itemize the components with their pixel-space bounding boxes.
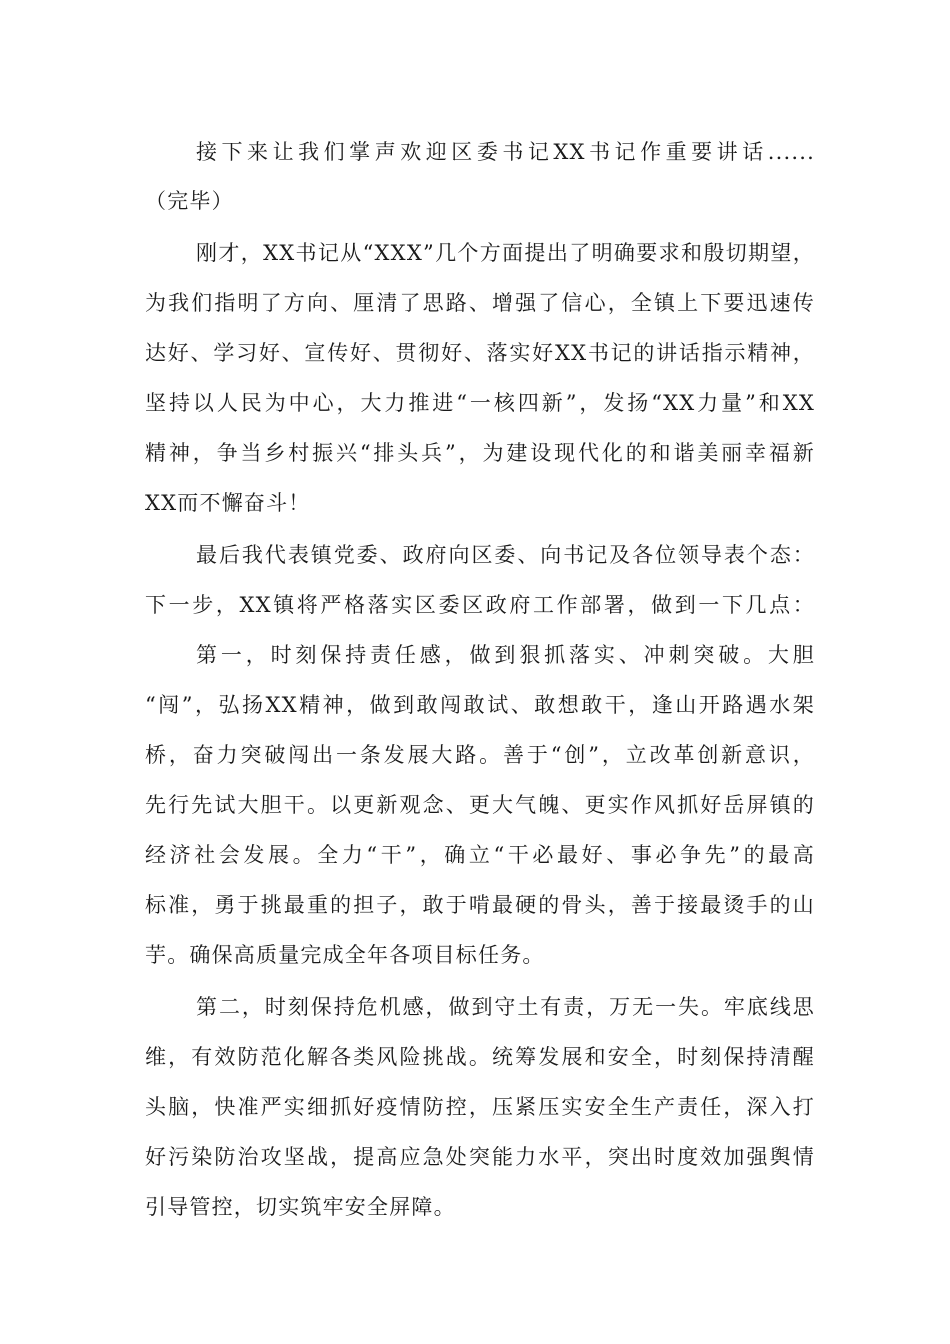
- text-line: 为我们指明了方向、厘清了思路、增强了信心，全镇上下要迅速传: [145, 291, 815, 315]
- text-line: 好污染防治攻坚战，提高应急处突能力水平，突出时度效加强舆情: [145, 1145, 815, 1169]
- text-line: “闯”，弘扬XX精神，做到敢闯敢试、敢想敢干，逢山开路遇水架: [145, 693, 815, 717]
- text-line: XX而不懈奋斗！: [145, 491, 311, 515]
- text-line: 精神，争当乡村振兴“排头兵”，为建设现代化的和谐美丽幸福新: [145, 441, 815, 465]
- text-line: 坚持以人民为中心，大力推进“一核四新”，发扬“XX力量”和XX: [145, 391, 815, 415]
- text-line: 刚才，XX书记从“XXX”几个方面提出了明确要求和殷切期望，: [196, 241, 815, 265]
- text-line: （完毕）: [145, 189, 234, 213]
- text-line: 第一，时刻保持责任感，做到狠抓落实、冲刺突破。大胆: [196, 643, 815, 667]
- text-line: 第二，时刻保持危机感，做到守土有责，万无一失。牢底线思: [196, 995, 815, 1019]
- text-line: 标准，勇于挑最重的担子，敢于啃最硬的骨头，善于接最烫手的山: [145, 893, 815, 917]
- text-line: 下一步，XX镇将严格落实区委区政府工作部署，做到一下几点：: [145, 593, 815, 617]
- text-line: 接下来让我们掌声欢迎区委书记XX书记作重要讲话......: [196, 140, 815, 164]
- text-line: 先行先试大胆干。以更新观念、更大气魄、更实作风抓好岳屏镇的: [145, 793, 815, 817]
- text-line: 维，有效防范化解各类风险挑战。统筹发展和安全，时刻保持清醒: [145, 1045, 815, 1069]
- text-line: 桥，奋力突破闯出一条发展大路。善于“创”，立改革创新意识，: [145, 743, 815, 767]
- text-line: 引导管控，切实筑牢安全屏障。: [145, 1195, 456, 1219]
- text-line: 头脑，快准严实细抓好疫情防控，压紧压实安全生产责任，深入打: [145, 1095, 815, 1119]
- text-line: 芋。确保高质量完成全年各项目标任务。: [145, 943, 545, 967]
- text-line: 达好、学习好、宣传好、贯彻好、落实好XX书记的讲话指示精神，: [145, 341, 815, 365]
- text-line: 最后我代表镇党委、政府向区委、向书记及各位领导表个态：: [196, 543, 815, 567]
- text-line: 经济社会发展。全力“干”，确立“干必最好、事必争先”的最高: [145, 843, 815, 867]
